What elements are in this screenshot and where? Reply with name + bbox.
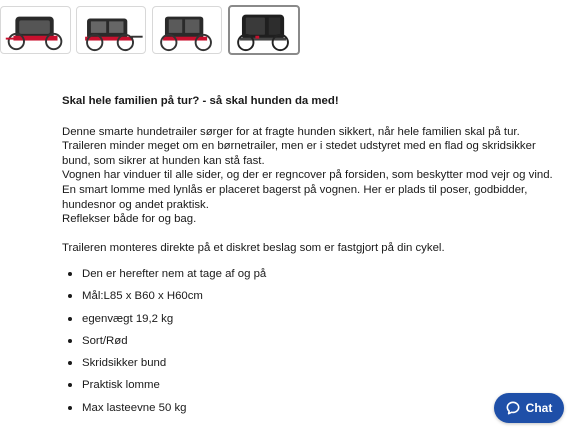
- gallery-thumbnail-4[interactable]: [228, 5, 300, 55]
- description-line-2: Vognen har vinduer til alle sider, og der er regncover på forsiden, som beskytter mod vejr og vind.: [62, 169, 553, 182]
- spec-item: Praktisk lomme: [68, 378, 266, 400]
- chat-button[interactable]: [494, 393, 564, 423]
- spec-item: Skridsikker bund: [68, 356, 266, 378]
- description-line-4: Reflekser både for og bag.: [62, 213, 197, 226]
- gallery-thumbnail-2[interactable]: [76, 6, 146, 54]
- spec-item: Mål:L85 x B60 x H60cm: [68, 289, 266, 311]
- product-description: [62, 94, 567, 255]
- chat-label: Chat: [525, 401, 553, 415]
- trailer-side-red-image: [77, 7, 145, 53]
- spec-item: Den er herefter nem at tage af og på: [68, 267, 266, 289]
- description-line-3: En smart lomme med lynlås er placeret bagerst på vognen. Her er plads til poser, godbidder, hundesnor og andet praktisk.: [62, 183, 528, 211]
- trailer-angle-red-image: [153, 7, 221, 53]
- chat-bubble-icon: [506, 401, 520, 415]
- description-line-1: Denne smarte hundetrailer sørger for at fragte hunden sikkert, når hele familien skal på tur. Traileren minder meget om en børnetrailer, men er i stedet udstyret med en flad og skridsikker bund, som sikrer at hunden kan stå fast.: [62, 125, 536, 167]
- spec-item: Sort/Rød: [68, 334, 266, 356]
- trailer-front-red-image: [1, 7, 70, 53]
- spec-item: Max lasteevne 50 kg: [68, 401, 266, 423]
- trailer-rear-cover-image: [230, 7, 298, 53]
- mounting-text: Traileren monteres direkte på et diskret beslag som er fastgjort på din cykel.: [62, 241, 445, 254]
- spec-item: egenvægt 19,2 kg: [68, 312, 266, 334]
- gallery-thumbnail-3[interactable]: [152, 6, 222, 54]
- gallery-thumbnail-1[interactable]: [0, 6, 71, 54]
- spec-list: [68, 267, 266, 423]
- description-heading: Skal hele familien på tur? - så skal hunden da med!: [62, 95, 339, 107]
